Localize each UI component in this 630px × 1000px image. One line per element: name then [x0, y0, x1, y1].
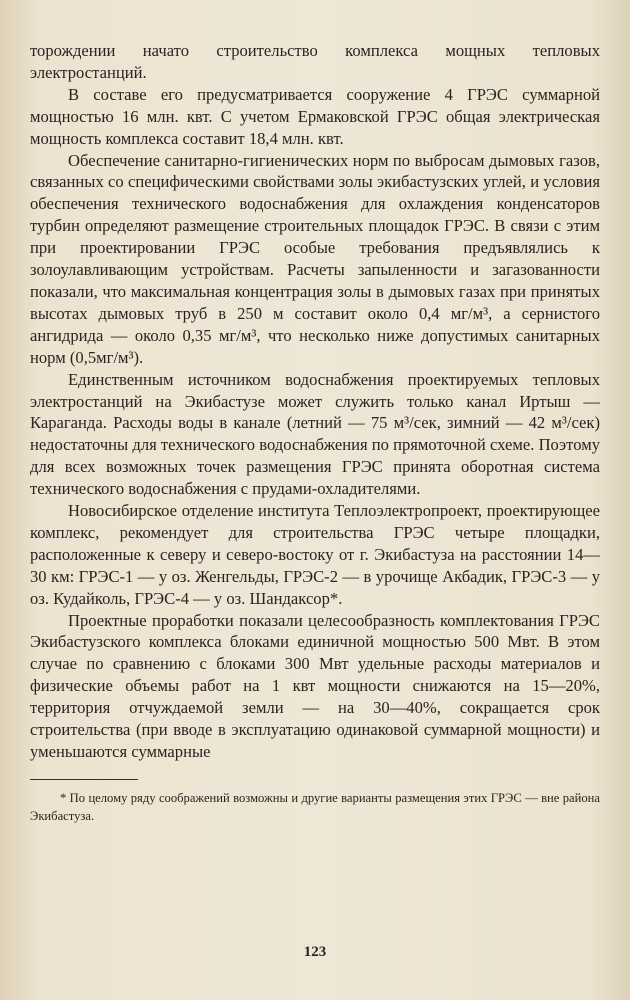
paragraph: Обеспечение санитарно-гигиенических норм по выбросам дымовых газов, связанных со специфическими свойствами золы экибастузских углей, и условия обеспечения технического водоснабжения для охлаждения конденсаторов турбин определяют размещение строительных площадок ГРЭС. В связи с этим при проектировании ГРЭС особые требования предъявлялись к золоулавливающим устройствам. Расчеты запыленности и загазованности показали, что максимальная концентрация золы в дымовых газах при принятых высотах дымовых труб в 250 м составит около 0,4 мг/м³, а сернистого ангидрида — около 0,35 мг/м³, что несколько ниже допустимых санитарных норм (0,5мг/м³). — [30, 150, 600, 367]
footnote-divider — [30, 779, 138, 780]
body-text — [30, 40, 600, 763]
page-number: 123 — [303, 944, 327, 960]
footnote: * По целому ряду соображений возможны и другие варианты размещения этих ГРЭС — вне района Экибастуза. — [30, 790, 600, 824]
paragraph: Новосибирское отделение института Теплоэлектропроект, проектирующее комплекс, рекомендует для строительства ГРЭС четыре площадки, расположенные к северу и северо-востоку от г. Экибастуза на расстоянии 14—30 км: ГРЭС-1 — у оз. Женгельды, ГРЭС-2 — в урочище Акбадик, ГРЭС-3 — у оз. Кудайколь, ГРЭС-4 — у оз. Шандаксор*. — [30, 501, 600, 608]
paragraph: Проектные проработки показали целесообразность комплектования ГРЭС Экибастузского комплекса блоками единичной мощностью 500 Мвт. В этом случае по сравнению с блоками 300 Мвт удельные расходы материалов и физические объемы работ на 1 квт мощности снижаются на 15—20%, территория отчуждаемой земли — на 30—40%, сокращается срок строительства (при вводе в эксплуатацию одинаковой суммарной мощности) и уменьшаются суммарные — [30, 610, 600, 761]
paragraph: Единственным источником водоснабжения проектируемых тепловых электростанций на Экибастузе может служить только канал Иртыш — Караганда. Расходы воды в канале (летний — 75 м³/сек, зимний — 42 м³/сек) недостаточны для технического водоснабжения по прямоточной схеме. Поэтому для всех возможных точек размещения ГРЭС принята оборотная система технического водоснабжения с прудами-охладителями. — [30, 369, 600, 499]
paragraph: торождении начато строительство комплекса мощных тепловых электростанций. — [30, 41, 600, 82]
paragraph: В составе его предусматривается сооружение 4 ГРЭС суммарной мощностью 16 млн. квт. С учетом Ермаковской ГРЭС общая электрическая мощность комплекса составит 18,4 млн. квт. — [30, 84, 600, 148]
